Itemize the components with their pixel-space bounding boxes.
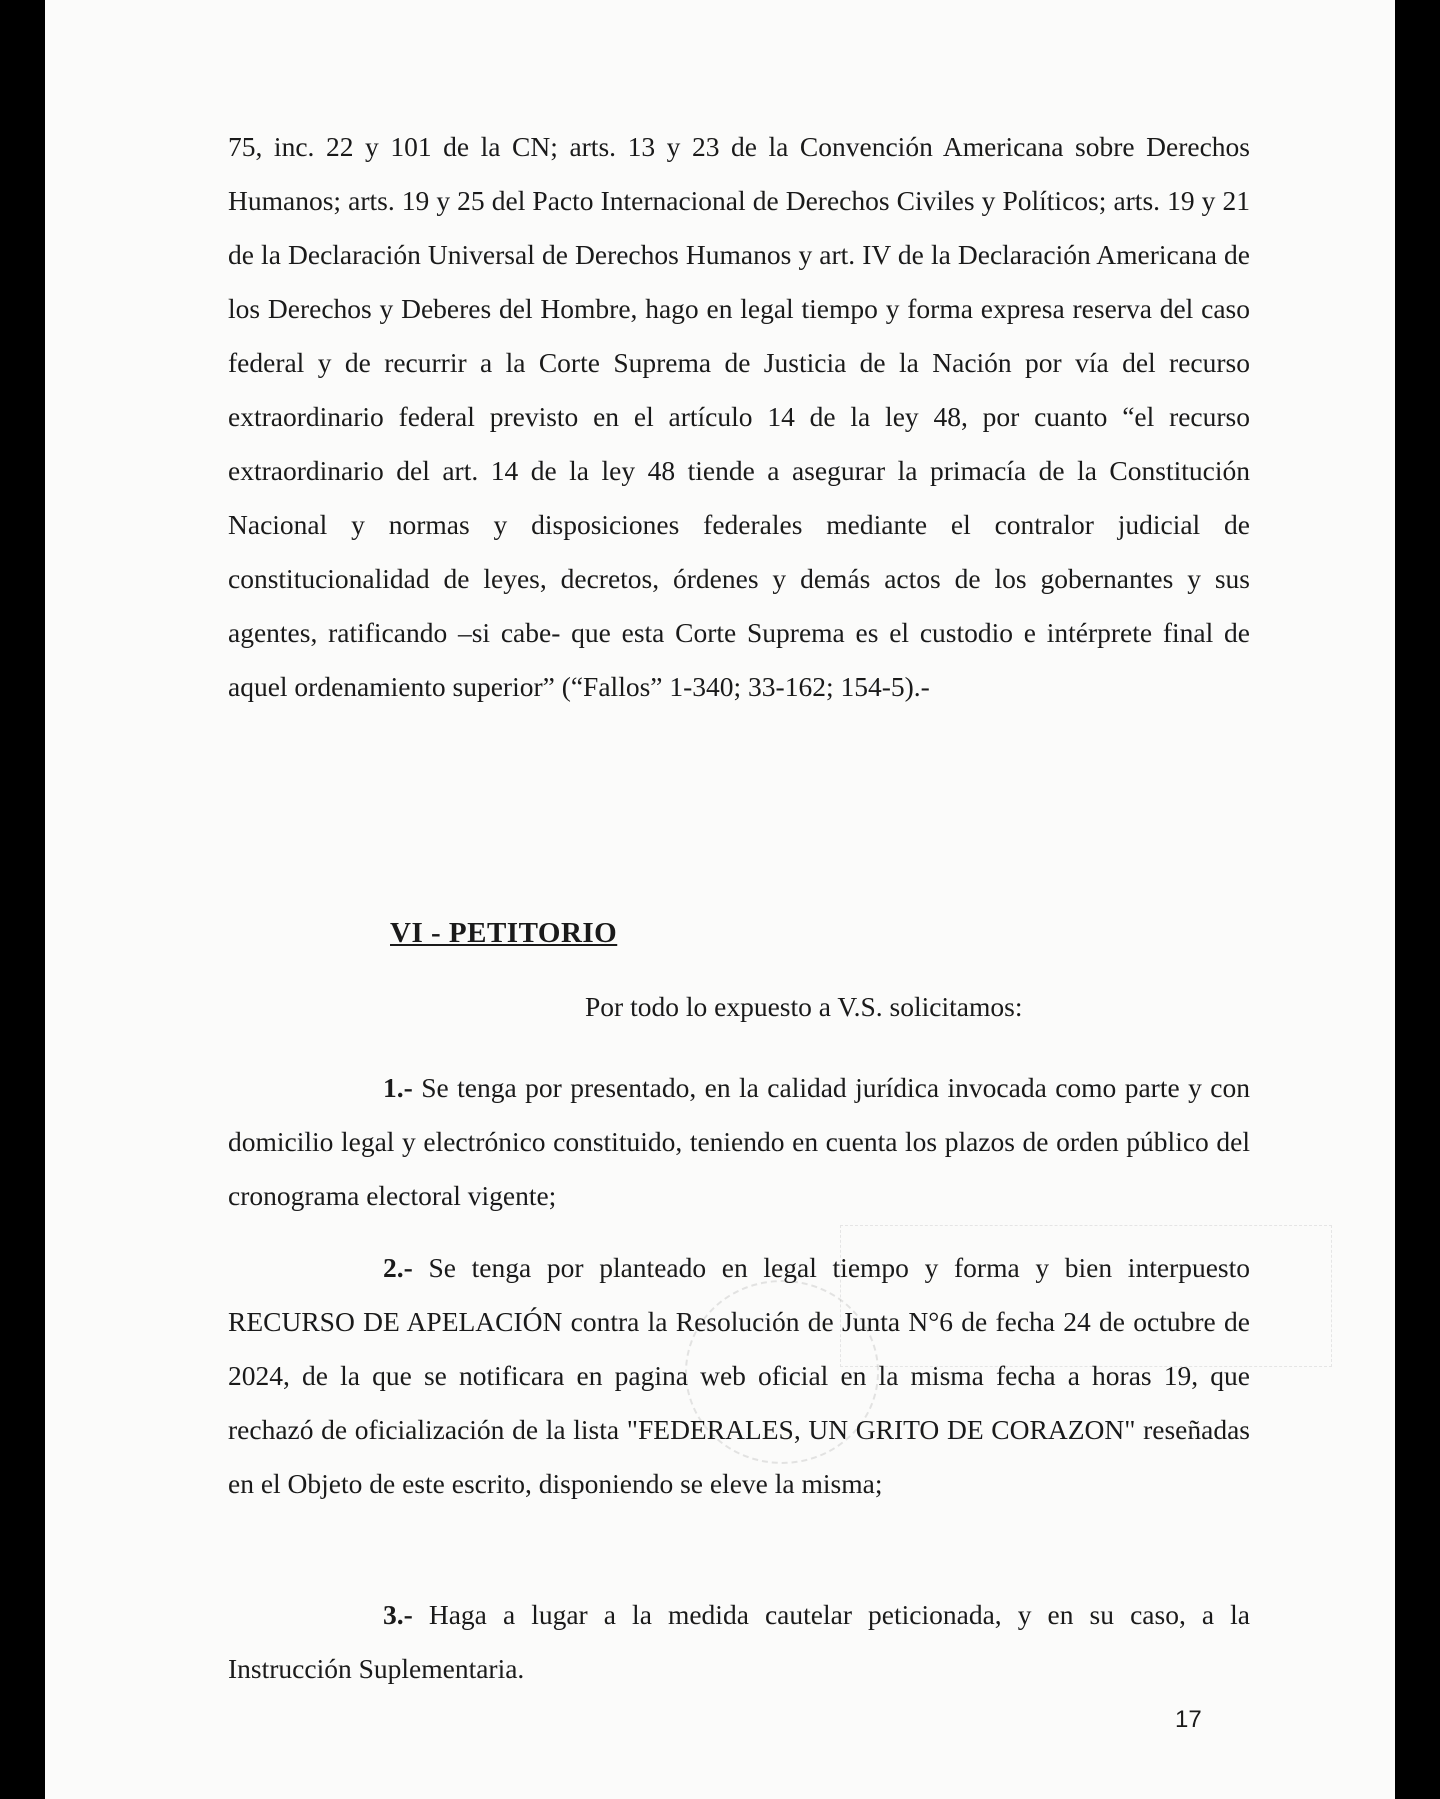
item-text: Se tenga por planteado en legal tiempo y forma y bien interpuesto RECURSO DE APELACIÓN contra la Resolución de Junta N°6 de fecha 24 de octubre de 2024, de la que se notificara en pagina web oficial en la misma fecha a horas 19, que rechazó de oficialización de la lista "FEDERALES, UN GRITO DE CORAZON" reseñadas en el Objeto de este escrito, disponiendo se eleve la misma; xyxy=(228,1252,1250,1499)
document-page xyxy=(45,0,1395,1799)
item-number: 2.- xyxy=(383,1252,413,1283)
section-heading: VI - PETITORIO xyxy=(390,917,618,949)
petition-item-2 xyxy=(228,1241,1250,1511)
petition-intro: Por todo lo expuesto a V.S. solicitamos: xyxy=(585,991,1023,1022)
petition-item-1 xyxy=(228,1061,1250,1223)
petition-item-3 xyxy=(228,1588,1250,1696)
item-number: 3.- xyxy=(383,1599,413,1630)
page-number: 17 xyxy=(1175,1706,1202,1733)
body-paragraph: 75, inc. 22 y 101 de la CN; arts. 13 y 23 de la Convención Americana sobre Derechos Humanos; arts. 19 y 25 del Pacto Internacional de Derechos Civiles y Políticos; arts. 19 y 21 de la Declaración Universal de Derechos Humanos y art. IV de la Declaración Americana de los Derechos y Deberes del Hombre, hago en legal tiempo y forma expresa reserva del caso federal y de recurrir a la Corte Suprema de Justicia de la Nación por vía del recurso extraordinario federal previsto en el artículo 14 de la ley 48, por cuanto “el recurso extraordinario del art. 14 de la ley 48 tiende a asegurar la primacía de la Constitución Nacional y normas y disposiciones federales mediante el contralor judicial de constitucionalidad de leyes, decretos, órdenes y demás actos de los gobernantes y sus agentes, ratificando –si cabe- que esta Corte Suprema es el custodio e intérprete final de aquel ordenamiento superior” (“Fallos” 1-340; 33-162; 154-5).- xyxy=(228,131,1250,702)
item-number: 1.- xyxy=(383,1072,413,1103)
item-text: Haga a lugar a la medida cautelar peticionada, y en su caso, a la Instrucción Suplementaria. xyxy=(228,1599,1250,1684)
item-text: Se tenga por presentado, en la calidad jurídica invocada como parte y con domicilio legal y electrónico constituido, teniendo en cuenta los plazos de orden público del cronograma electoral vigente; xyxy=(228,1072,1250,1211)
